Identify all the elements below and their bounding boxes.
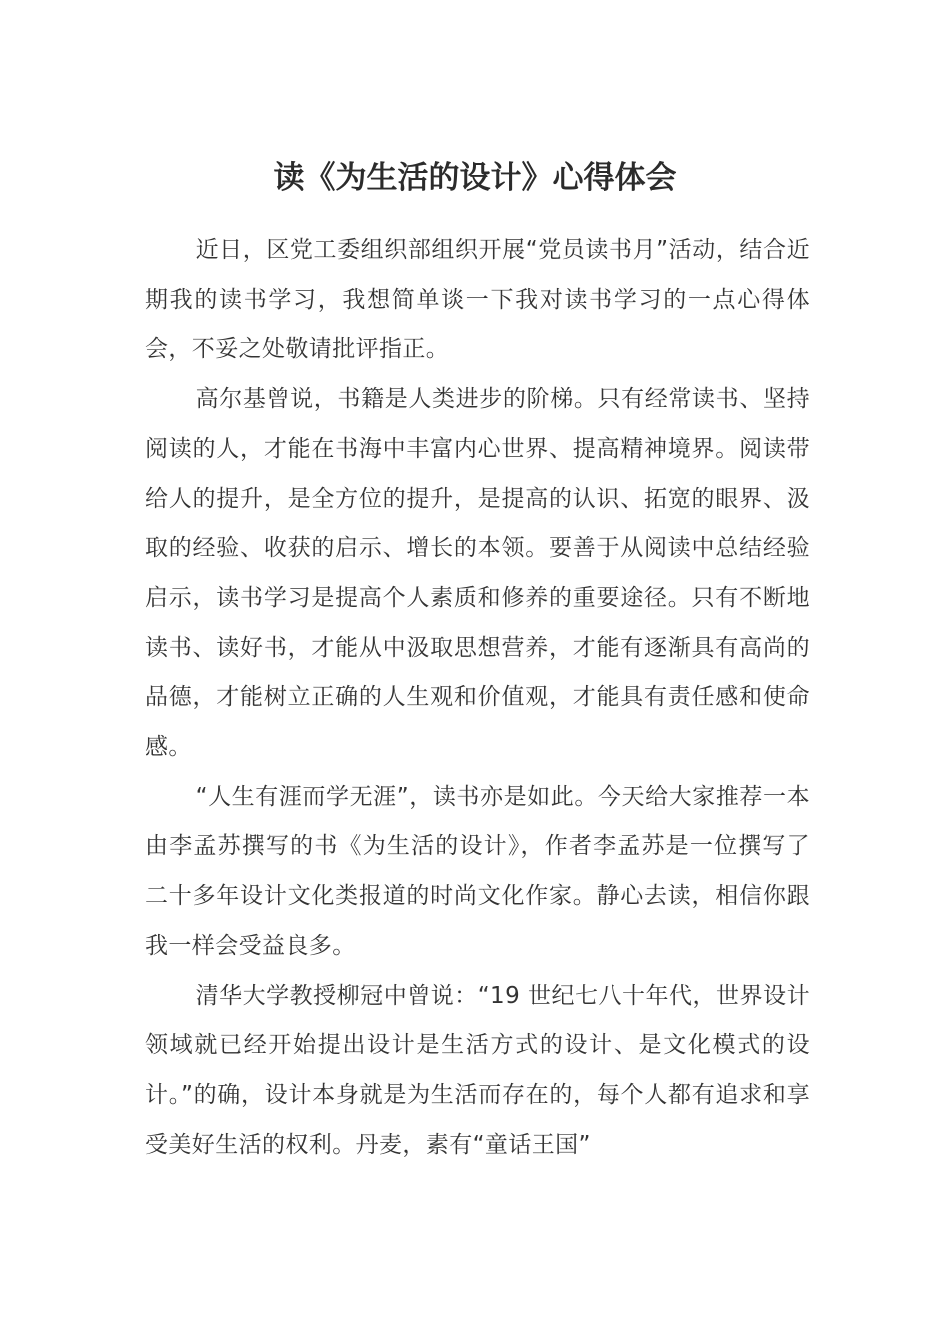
paragraph-1: 近日，区党工委组织部组织开展“党员读书月”活动，结合近期我的读书学习，我想简单谈一下我对读书学习的一点心得体会，不妥之处敬请批评指正。 xyxy=(145,237,810,363)
paragraph-3: “人生有涯而学无涯”，读书亦是如此。今天给大家推荐一本由李孟苏撰写的书《为生活的设计》，作者李孟苏是一位撰写了二十多年设计文化类报道的时尚文化作家。静心去读，相信你跟我一样会受益良多。 xyxy=(145,783,810,959)
paragraph-2: 高尔基曾说，书籍是人类进步的阶梯。只有经常读书、坚持阅读的人，才能在书海中丰富内心世界、提高精神境界。阅读带给人的提升，是全方位的提升，是提高的认识、拓宽的眼界、汲取的经验、收获的启示、增长的本领。要善于从阅读中总结经验启示，读书学习是提高个人素质和修养的重要途径。只有不断地读书、读好书，才能从中汲取思想营养，才能有逐渐具有高尚的品德，才能树立正确的人生观和价值观，才能具有责任感和使命感。 xyxy=(145,386,810,761)
document-body xyxy=(145,226,810,1170)
document-title: 读《为生活的设计》心得体会 xyxy=(273,160,677,196)
paragraph-4: 清华大学教授柳冠中曾说：“19 世纪七八十年代，世界设计领域就已经开始提出设计是生活方式的设计、是文化模式的设计。”的确，设计本身就是为生活而存在的，每个人都有追求和享受美好生活的权利。丹麦，素有“童话王国” xyxy=(145,982,810,1158)
